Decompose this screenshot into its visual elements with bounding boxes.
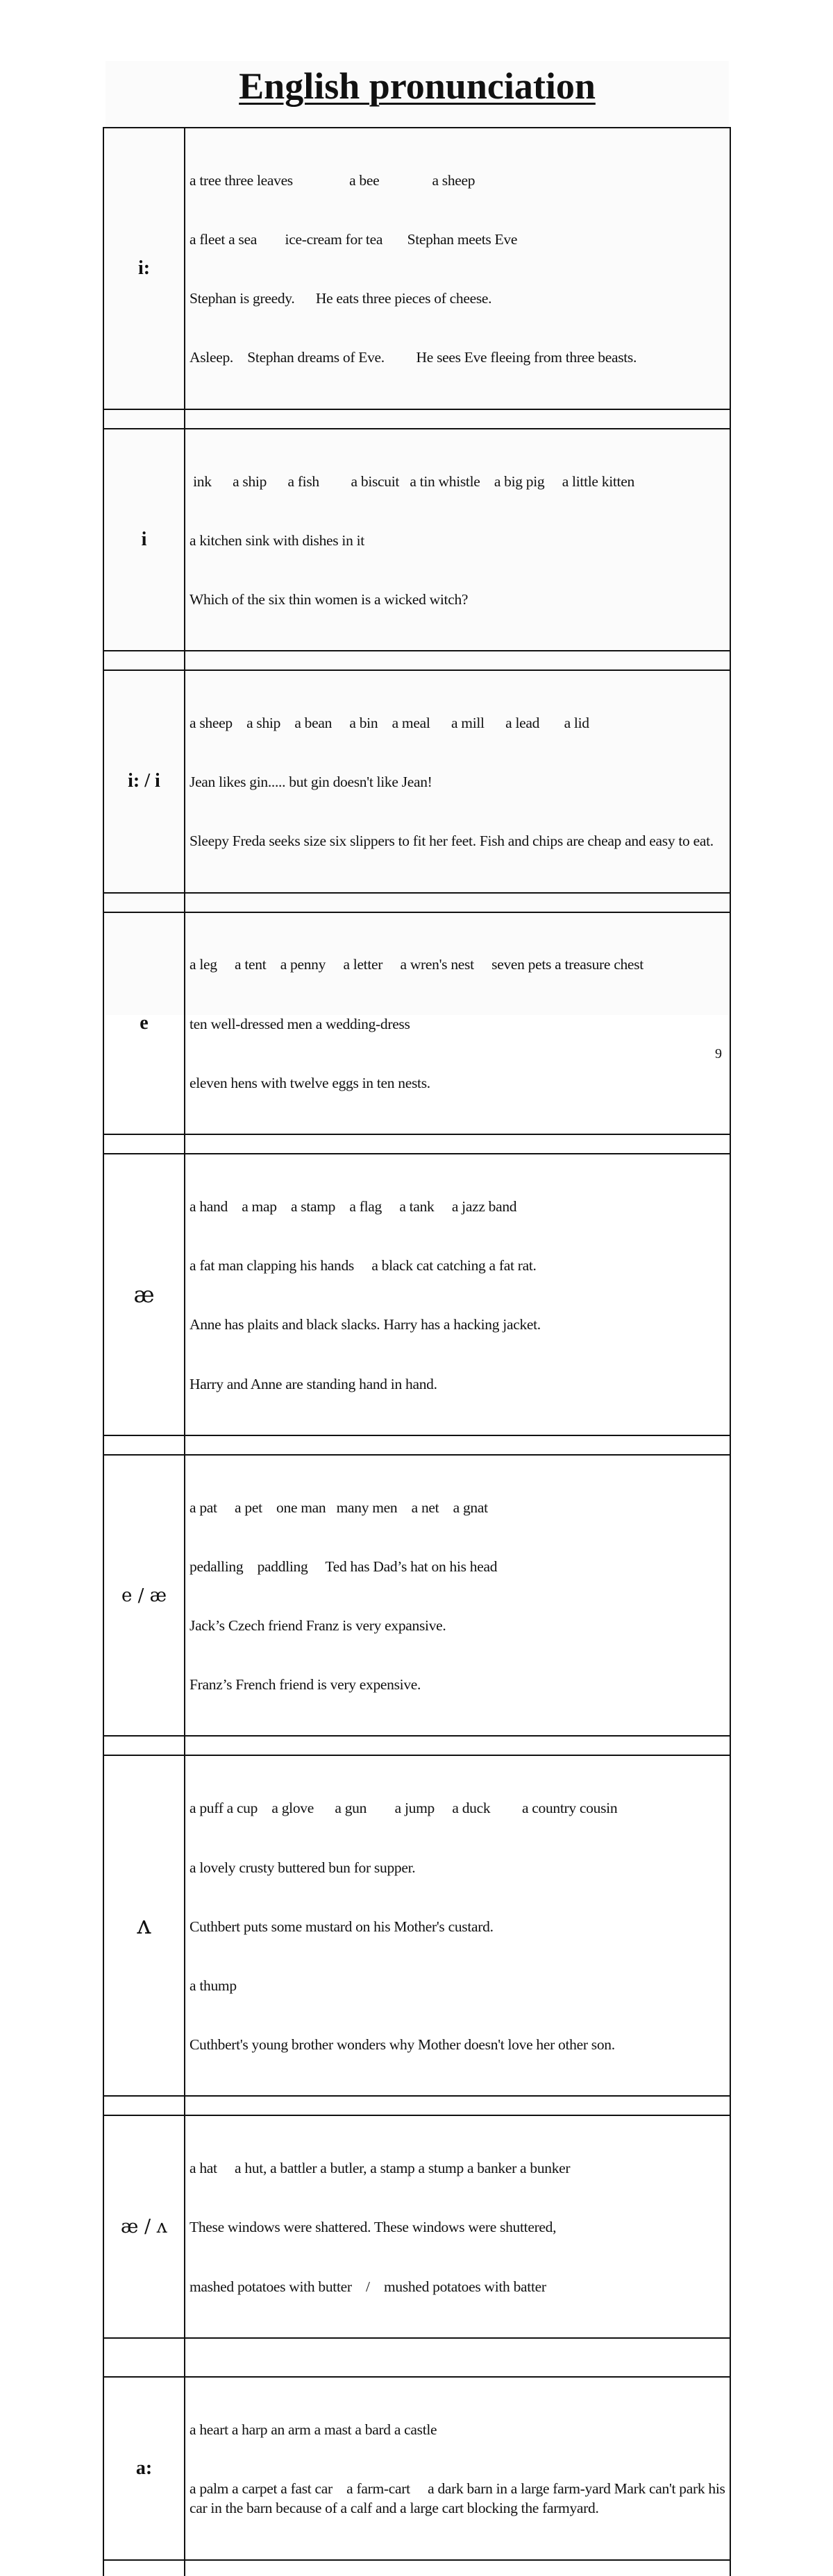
phoneme-symbol: e bbox=[103, 912, 185, 1134]
example-line: Cuthbert puts some mustard on his Mother's custard. bbox=[190, 1918, 494, 1935]
example-line: a kitchen sink with dishes in it bbox=[190, 531, 364, 549]
example-line: Cuthbert's young brother wonders why Mother doesn't love her other son. bbox=[190, 2036, 615, 2054]
example-line: ten well-dressed men a wedding-dress bbox=[190, 1015, 410, 1032]
example-cell bbox=[185, 429, 730, 651]
page-number: 9 bbox=[715, 1046, 722, 1061]
example-line: Harry and Anne are standing hand in hand. bbox=[190, 1375, 437, 1392]
example-cell bbox=[185, 1755, 730, 2096]
table-row bbox=[103, 1755, 730, 2096]
example-line: a pat a pet one man many men a net a gnat bbox=[190, 1499, 488, 1516]
example-line: These windows were shattered. These windows were shuttered, bbox=[190, 2219, 557, 2236]
phoneme-symbol: æ / ʌ bbox=[103, 2115, 185, 2337]
example-line: ink a ship a fish a biscuit a tin whistle a big pig a little kitten bbox=[190, 472, 634, 490]
table-row bbox=[103, 1154, 730, 1435]
example-line: a fat man clapping his hands a black cat catching a fat rat. bbox=[190, 1257, 537, 1274]
example-line: Stephan is greedy. He eats three pieces of cheese. bbox=[190, 290, 492, 307]
example-line: a lovely crusty buttered bun for supper. bbox=[190, 1859, 416, 1876]
table-row bbox=[103, 429, 730, 651]
example-line: a fleet a sea ice-cream for tea Stephan meets Eve bbox=[190, 231, 518, 248]
phoneme-symbol: i: / i bbox=[103, 670, 185, 892]
example-line: Sleepy Freda seeks size six slippers to fit her feet. Fish and chips are cheap and easy to eat. bbox=[190, 833, 714, 850]
example-line: Jean likes gin..... but gin doesn't like Jean! bbox=[190, 774, 432, 791]
example-line: Asleep. Stephan dreams of Eve. He sees Eve fleeing from three beasts. bbox=[190, 349, 637, 366]
example-line: a puff a cup a glove a gun a jump a duck a country cousin bbox=[190, 1800, 618, 1817]
example-cell bbox=[185, 912, 730, 1134]
example-cell bbox=[185, 670, 730, 892]
example-line: a sheep a ship a bean a bin a meal a mill a lead a lid bbox=[190, 714, 589, 731]
example-cell bbox=[185, 1154, 730, 1435]
example-line: Which of the six thin women is a wicked witch? bbox=[190, 590, 469, 608]
spacer-row bbox=[103, 1435, 730, 1455]
example-line: Jack’s Czech friend Franz is very expansive. bbox=[190, 1617, 446, 1635]
spacer-row bbox=[103, 409, 730, 429]
spacer-row bbox=[103, 2096, 730, 2115]
example-line: a tree three leaves a bee a sheep bbox=[190, 171, 476, 189]
table-row bbox=[103, 912, 730, 1134]
phoneme-symbol: i bbox=[103, 429, 185, 651]
phoneme-symbol: æ bbox=[103, 1154, 185, 1435]
example-line: a heart a harp an arm a mast a bard a castle bbox=[190, 2421, 437, 2438]
spacer-row bbox=[103, 893, 730, 912]
example-line: mashed potatoes with butter / mushed potatoes with batter bbox=[190, 2278, 546, 2295]
spacer-row bbox=[103, 1134, 730, 1154]
example-cell bbox=[185, 128, 730, 409]
pronunciation-table bbox=[103, 127, 731, 2576]
example-line: Franz’s French friend is very expensive. bbox=[190, 1676, 421, 1694]
table-row bbox=[103, 670, 730, 892]
table-row bbox=[103, 1455, 730, 1737]
example-line: a thump bbox=[190, 1977, 237, 1994]
spacer-row bbox=[103, 1736, 730, 1755]
spacer-row bbox=[103, 651, 730, 670]
example-cell bbox=[185, 2115, 730, 2337]
phoneme-symbol: ʌ bbox=[103, 1755, 185, 2096]
example-cell bbox=[185, 2377, 730, 2560]
example-line: a hand a map a stamp a flag a tank a jazz band bbox=[190, 1197, 517, 1215]
page-title: English pronunciation bbox=[239, 65, 596, 107]
spacer-row bbox=[103, 2338, 730, 2377]
phoneme-symbol: e / æ bbox=[103, 1455, 185, 1737]
example-line: a palm a carpet a fast car a farm-cart a dark barn in a large farm-yard Mark can't park his car in the barn because of a calf and a large cart blocking the farmyard. bbox=[190, 2480, 729, 2517]
example-line: a hat a hut, a battler a butler, a stamp a stump a banker a bunker bbox=[190, 2160, 571, 2177]
phoneme-symbol: a: bbox=[103, 2377, 185, 2560]
table-row bbox=[103, 2115, 730, 2337]
example-line: pedalling paddling Ted has Dad’s hat on his head bbox=[190, 1558, 498, 1575]
example-cell bbox=[185, 1455, 730, 1737]
table-row bbox=[103, 2377, 730, 2560]
example-line: a leg a tent a penny a letter a wren's nest seven pets a treasure chest bbox=[190, 956, 643, 973]
table-row bbox=[103, 128, 730, 409]
phoneme-symbol: i: bbox=[103, 128, 185, 409]
spacer-row bbox=[103, 2560, 730, 2576]
example-line: eleven hens with twelve eggs in ten nests. bbox=[190, 1074, 430, 1091]
example-line: Anne has plaits and black slacks. Harry has a hacking jacket. bbox=[190, 1316, 541, 1333]
